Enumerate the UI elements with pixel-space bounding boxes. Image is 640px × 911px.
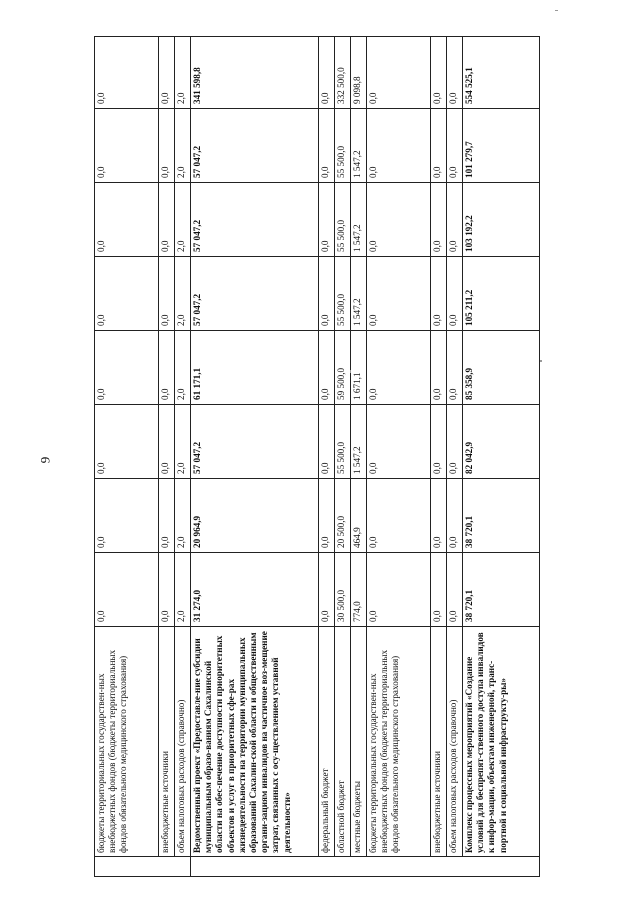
value-cell: 2,0	[175, 405, 191, 479]
value-cell: 0,0	[159, 479, 175, 553]
row-label: бюджеты территориальных государствен-ных внебюджетных фондов (бюджеты территориальных фондов обязательного медицинского страхования)	[367, 627, 431, 857]
value-cell: 0,0	[447, 479, 463, 553]
value-cell: 0,0	[159, 183, 175, 257]
funding-table	[94, 36, 540, 877]
value-cell: 0,0	[367, 257, 431, 331]
value-cell: 1 547,2	[351, 257, 367, 331]
value-cell: 0,0	[319, 405, 335, 479]
value-cell: 1 547,2	[351, 183, 367, 257]
table-row	[367, 37, 431, 877]
value-cell: 0,0	[159, 109, 175, 183]
row-label: объем налоговых расходов (справочно)	[175, 627, 191, 857]
value-cell: 59 500,0	[335, 331, 351, 405]
value-cell: 0,0	[95, 37, 159, 109]
row-label: Ведомственный проект «Предоставле-ние субсидии муниципальным образо-ваниям Сахалинской области на обес-печение доступности приоритетных объектов и услуг в приоритетных сфе-рах жизнедеятельности на территории муниципальных образований Сахалин-ской области и общественным органи-зациям инвалидов на частичное воз-мещение затрат, связанных с осу-ществлением уставной деятельности»	[191, 627, 319, 857]
value-cell: 0,0	[95, 183, 159, 257]
table-row	[335, 37, 351, 877]
value-cell: 0,0	[367, 331, 431, 405]
value-cell: 31 274,0	[191, 553, 319, 627]
value-cell: 2,0	[175, 257, 191, 331]
page-number: 9	[37, 456, 53, 464]
value-cell: 55 500,0	[335, 257, 351, 331]
value-cell: 0,0	[447, 405, 463, 479]
table-row	[95, 37, 159, 877]
table-row	[175, 37, 191, 877]
value-cell: 82 042,9	[463, 405, 540, 479]
value-cell: 0,0	[95, 553, 159, 627]
value-cell: 0,0	[431, 257, 447, 331]
value-cell: 0,0	[367, 37, 431, 109]
value-cell: 774,0	[351, 553, 367, 627]
value-cell: 0,0	[159, 37, 175, 109]
scan-artifact	[350, 370, 351, 373]
value-cell: 0,0	[159, 405, 175, 479]
value-cell: 0,0	[159, 553, 175, 627]
table-row	[431, 37, 447, 877]
value-cell: 2,0	[175, 109, 191, 183]
value-cell: 0,0	[159, 257, 175, 331]
value-cell: 2,0	[175, 37, 191, 109]
value-cell: 0,0	[447, 37, 463, 109]
value-cell: 0,0	[367, 405, 431, 479]
value-cell: 0,0	[431, 331, 447, 405]
table-row	[159, 37, 175, 877]
value-cell: 0,0	[159, 331, 175, 405]
value-cell: 0,0	[319, 37, 335, 109]
value-cell: 0,0	[447, 553, 463, 627]
value-cell: 0,0	[367, 479, 431, 553]
value-cell: 2,0	[175, 331, 191, 405]
row-label: местные бюджеты	[351, 627, 367, 857]
table-body	[95, 37, 540, 877]
value-cell: 0,0	[431, 553, 447, 627]
value-cell: 332 500,0	[335, 37, 351, 109]
value-cell: 85 358,9	[463, 331, 540, 405]
value-cell: 61 171,1	[191, 331, 319, 405]
value-cell: 1 671,1	[351, 331, 367, 405]
table-row	[447, 37, 463, 877]
value-cell: 0,0	[431, 479, 447, 553]
row-label: внебюджетные источники	[431, 627, 447, 857]
value-cell: 0,0	[367, 553, 431, 627]
value-cell: 0,0	[367, 183, 431, 257]
value-cell: 0,0	[95, 331, 159, 405]
value-cell: 55 500,0	[335, 405, 351, 479]
value-cell: 0,0	[447, 331, 463, 405]
value-cell: 30 500,0	[335, 553, 351, 627]
value-cell: 0,0	[319, 553, 335, 627]
value-cell: 1 547,2	[351, 109, 367, 183]
table-row	[191, 37, 319, 877]
row-label: Комплекс процессных мероприятий «Создание условий для беспрепят-ственного доступа инвалидов к инфор-мации, объектам инженерной, транс-портной и социальной инфраструкту-ры»	[463, 627, 540, 857]
value-cell: 2,0	[175, 183, 191, 257]
value-cell: 2,0	[175, 553, 191, 627]
value-cell: 103 192,2	[463, 183, 540, 257]
rotated-table-container	[94, 37, 540, 877]
value-cell: 0,0	[431, 405, 447, 479]
row-label: бюджеты территориальных государствен-ных внебюджетных фондов (бюджеты территориальных фондов обязательного медицинского страхования)	[95, 627, 159, 857]
value-cell: 105 211,2	[463, 257, 540, 331]
row-label: объем налоговых расходов (справочно)	[447, 627, 463, 857]
value-cell: 101 279,7	[463, 109, 540, 183]
value-cell: 554 525,1	[463, 37, 540, 109]
value-cell: 55 500,0	[335, 109, 351, 183]
value-cell: 57 047,2	[191, 183, 319, 257]
scan-artifact	[555, 10, 558, 11]
value-cell: 0,0	[319, 479, 335, 553]
value-cell: 38 720,1	[463, 479, 540, 553]
value-cell: 0,0	[431, 109, 447, 183]
value-cell: 341 598,8	[191, 37, 319, 109]
value-cell: 0,0	[95, 109, 159, 183]
table-row	[463, 37, 540, 877]
value-cell: 57 047,2	[191, 405, 319, 479]
value-cell: 1 547,2	[351, 405, 367, 479]
table-row	[319, 37, 335, 877]
table-row	[351, 37, 367, 877]
value-cell: 20 500,0	[335, 479, 351, 553]
value-cell: 0,0	[319, 183, 335, 257]
value-cell: 0,0	[95, 257, 159, 331]
value-cell: 0,0	[447, 109, 463, 183]
value-cell: 0,0	[319, 109, 335, 183]
value-cell: 0,0	[431, 37, 447, 109]
value-cell: 57 047,2	[191, 257, 319, 331]
value-cell: 0,0	[447, 257, 463, 331]
value-cell: 38 720,1	[463, 553, 540, 627]
value-cell: 20 964,9	[191, 479, 319, 553]
value-cell: 0,0	[319, 257, 335, 331]
value-cell: 0,0	[95, 405, 159, 479]
row-group-blank-cell	[191, 857, 540, 877]
value-cell: 0,0	[367, 109, 431, 183]
value-cell: 0,0	[319, 331, 335, 405]
value-cell: 57 047,2	[191, 109, 319, 183]
row-label: внебюджетные источники	[159, 627, 175, 857]
value-cell: 464,9	[351, 479, 367, 553]
value-cell: 0,0	[95, 479, 159, 553]
value-cell: 2,0	[175, 479, 191, 553]
value-cell: 0,0	[447, 183, 463, 257]
row-group-blank-cell	[95, 857, 191, 877]
value-cell: 0,0	[431, 183, 447, 257]
row-label: областной бюджет	[335, 627, 351, 857]
value-cell: 9 098,8	[351, 37, 367, 109]
row-label: федеральный бюджет	[319, 627, 335, 857]
scan-artifact	[540, 360, 542, 362]
value-cell: 55 500,0	[335, 183, 351, 257]
